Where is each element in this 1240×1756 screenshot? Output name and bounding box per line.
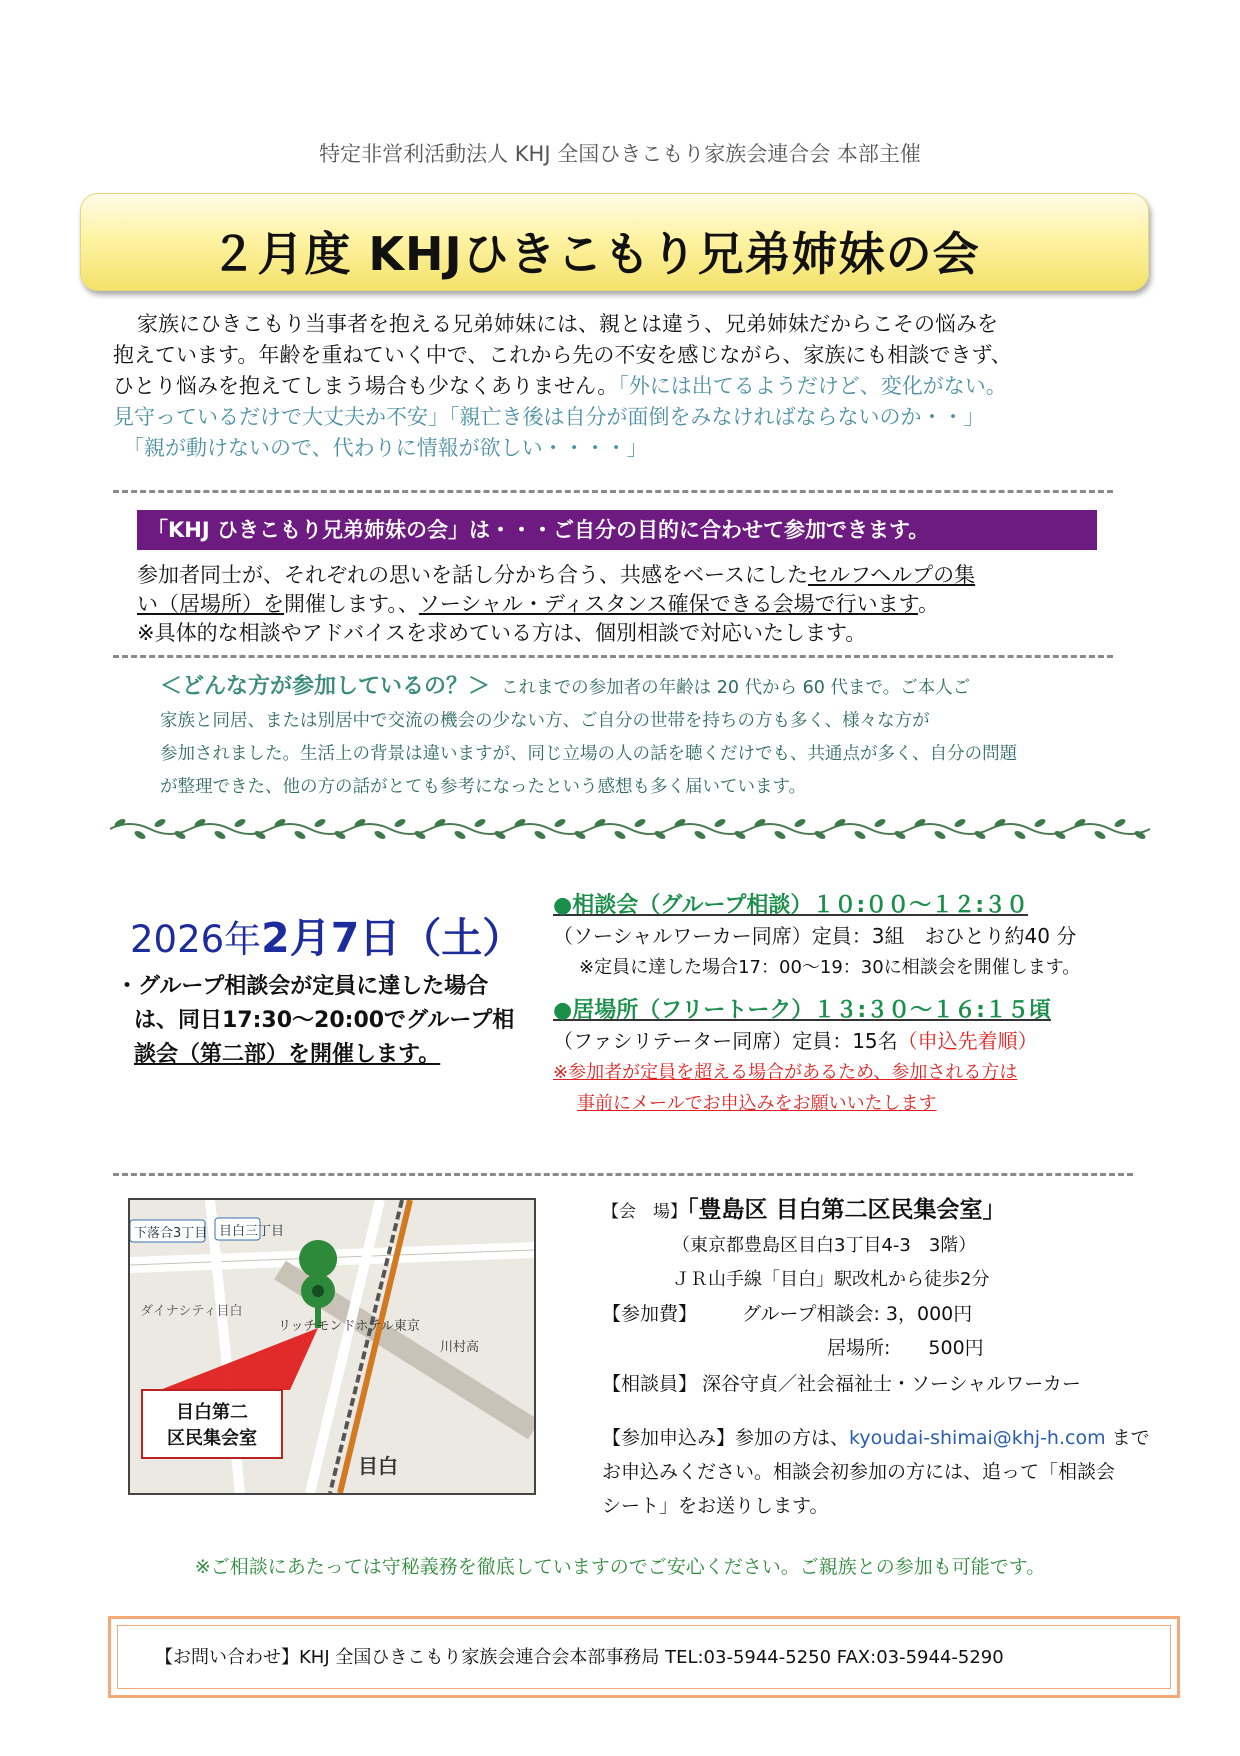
leaf-decoration: [1013, 829, 1026, 840]
leaf-decoration: [1113, 817, 1126, 828]
intro-line: 抱えています。年齢を重ねていく中で、これから先の不安を感じながら、家族にも相談できず、: [113, 343, 1012, 367]
venue-name: 「豊島区 目白第二区民集会室」: [687, 1197, 1006, 1223]
desc-line: [137, 590, 1127, 619]
map-label: リッチモンドホテル東京: [278, 1319, 420, 1334]
staff-row: [602, 1367, 1202, 1401]
who-line: [160, 670, 1120, 705]
note-line: は、同日17:30～20:00でグループ相: [134, 1008, 515, 1033]
leaf-decoration: [633, 817, 646, 828]
leaf-decoration: [933, 829, 946, 840]
fee-group: グループ相談会: 3，000円: [742, 1303, 973, 1325]
fee-ibasho: 居場所: 500円: [827, 1337, 984, 1359]
map-label: 川村高: [440, 1340, 480, 1355]
leaf-decoration: [453, 829, 466, 840]
who-text: これまでの参加者の年齢は 20 代から 60 代まで。ご本人ご: [501, 678, 971, 698]
overflow-note: [116, 970, 546, 1072]
leaf-decoration: [293, 829, 306, 840]
note-line: 談会（第二部）を開催します。: [134, 1042, 441, 1067]
section-banner: 「KHJ ひきこもり兄弟姉妹の会」は・・・ご自分の目的に合わせて参加できます。: [137, 510, 1097, 550]
intro-text: [113, 309, 1123, 464]
leaf-decoration: [1093, 829, 1106, 840]
map-label-station: 目白: [358, 1454, 398, 1478]
leaf-decoration: [953, 817, 966, 828]
map-callout: [142, 1400, 282, 1452]
date-weekday: （土）: [400, 914, 524, 962]
intro-quote: 見守っているだけで大丈夫か不安」「親亡き後は自分が面倒をみなければならないのか・・」: [113, 405, 985, 429]
desc-underline: セルフヘルプの集: [807, 563, 976, 587]
leaf-decoration: [553, 817, 566, 828]
venue-access: ＪＲ山手線「目白」駅改札から徒歩2分: [672, 1269, 990, 1290]
participants-section: [160, 670, 1120, 804]
leaf-decoration: [373, 829, 386, 840]
desc-line: [137, 561, 1127, 590]
session1-title: ●相談会（グループ相談）１０:００～１２:３０: [553, 893, 1029, 918]
confidentiality-note: ※ご相談にあたっては守秘義務を徹底していますのでご安心ください。ご親族との参加も可能です。: [194, 1556, 1046, 1578]
map-label: ダイナシティ目白: [140, 1304, 243, 1319]
leaf-decoration: [393, 817, 406, 828]
who-line: 家族と同居、または別居中で交流の機会の少ない方、ご自分の世帯を持ちの方も多く、様々な方が: [160, 711, 930, 731]
leaf-decoration: [533, 829, 546, 840]
leaf-decoration: [233, 817, 246, 828]
leaf-decoration: [713, 817, 726, 828]
callout-line: 目白第二: [176, 1402, 248, 1423]
session2-capacity: （ファシリテーター同席）定員：15名: [553, 1029, 898, 1053]
who-line: が整理できた、他の方の話がとても参考になったという感想も多く届いています。: [160, 777, 807, 797]
divider: [113, 655, 1113, 658]
who-heading: ＜どんな方が参加しているの？＞: [160, 674, 491, 699]
fee-label: 【参加費】: [602, 1303, 698, 1325]
session2-first-come: （申込先着順）: [897, 1029, 1038, 1053]
leaf-decoration: [133, 829, 146, 840]
event-date: [130, 905, 523, 964]
desc-underline: い（居場所）を: [137, 592, 284, 616]
leaf-decoration: [473, 817, 486, 828]
session1-detail: （ソーシャルワーカー同席）定員：3組 おひとり約40 分: [553, 924, 1077, 948]
leaf-decoration: [313, 817, 326, 828]
apply-line: シート」をお送りします。: [602, 1495, 829, 1517]
leaf-decoration: [773, 829, 786, 840]
staff-label: 【相談員】: [602, 1373, 698, 1395]
staff-name: 深谷守貞／社会福祉士・ソーシャルワーカー: [702, 1373, 1081, 1395]
leaf-decoration: [153, 817, 166, 828]
desc-line: ※具体的な相談やアドバイスを求めている方は、個別相談で対応いたします。: [137, 621, 867, 645]
session1-note: ※定員に達した場合17：00～19：30に相談会を開催します。: [579, 957, 1081, 978]
sessions: [553, 890, 1193, 1119]
intro-quote: 「外には出てるようだけど、変化がない。: [618, 374, 1007, 398]
vine-divider: [110, 816, 1155, 842]
desc-span: 参加者同士が、それぞれの思いを話し分かち合う、共感をベースにした: [137, 563, 808, 587]
venue-map: [128, 1198, 536, 1495]
contact-text: 【お問い合わせ】KHJ 全国ひきこもり家族会連合会本部事務局 TEL:03-5944-5250 FAX:03-5944-5290: [155, 1647, 1004, 1668]
apply-text: まで: [1105, 1427, 1150, 1449]
date-monthday: 2月7日: [261, 914, 401, 962]
date-year: 2026年: [130, 918, 262, 961]
warning-line: ※参加者が定員を超える場合があるため、参加される方は: [553, 1062, 1018, 1083]
intro-line: [113, 371, 1123, 402]
map-label: 下落合3丁目: [134, 1226, 208, 1241]
callout-line: 区民集会室: [167, 1428, 257, 1449]
apply-text: 参加の方は、: [735, 1427, 850, 1449]
intro-text-span: ひとり悩みを抱えてしまう場合も少なくありません。: [113, 374, 619, 398]
divider: [113, 1173, 1133, 1176]
venue-address: （東京都豊島区目白3丁目4-3 3階）: [672, 1235, 977, 1256]
session2-title: ●居場所（フリートーク）１３:３０～１６:１５頃: [553, 998, 1051, 1023]
venue-info: [602, 1193, 1202, 1523]
apply-label: 【参加申込み】: [602, 1427, 736, 1449]
desc-span: 開催します。、: [284, 592, 419, 616]
session2-detail: [553, 1026, 1193, 1057]
leaf-decoration: [213, 829, 226, 840]
email-link[interactable]: kyoudai-shimai@khj-h.com: [849, 1427, 1106, 1449]
intro-quote: 「親が動けないので、代わりに情報が欲しい・・・・」: [123, 436, 648, 460]
organizer-line: 特定非営利活動法人 KHJ 全国ひきこもり家族会連合会 本部主催: [319, 142, 921, 166]
note-line: ・グループ相談会が定員に達した場合: [116, 974, 489, 999]
fee-row: [602, 1297, 1202, 1331]
who-line: 参加されました。生活上の背景は違いますが、同じ立場の人の話を聴くだけでも、共通点が多く、自分の問題: [160, 744, 1018, 764]
map-label: 目白三丁目: [219, 1224, 285, 1239]
leaf-decoration: [853, 829, 866, 840]
intro-line: 家族にひきこもり当事者を抱える兄弟姉妹には、親とは違う、兄弟姉妹だからこその悩みを: [137, 312, 998, 336]
apply-line: お申込みください。相談会初参加の方には、追って「相談会: [602, 1461, 1116, 1483]
leaf-decoration: [873, 817, 886, 828]
leaf-decoration: [693, 829, 706, 840]
leaf-decoration: [793, 817, 806, 828]
divider: [113, 490, 1113, 493]
description: [137, 561, 1127, 648]
desc-span: 。: [918, 592, 939, 616]
leaf-decoration: [613, 829, 626, 840]
venue-label: 【会 場】: [602, 1202, 687, 1222]
page-title: ２月度 KHJひきこもり兄弟姉妹の会: [210, 227, 980, 281]
leaf-decoration: [1033, 817, 1046, 828]
warning-line: 事前にメールでお申込みをお願いいたします: [577, 1093, 937, 1114]
desc-underline: ソーシャル・ディスタンス確保できる会場で行います: [418, 592, 918, 616]
apply-row: [602, 1421, 1202, 1455]
venue-row: [602, 1193, 1202, 1229]
